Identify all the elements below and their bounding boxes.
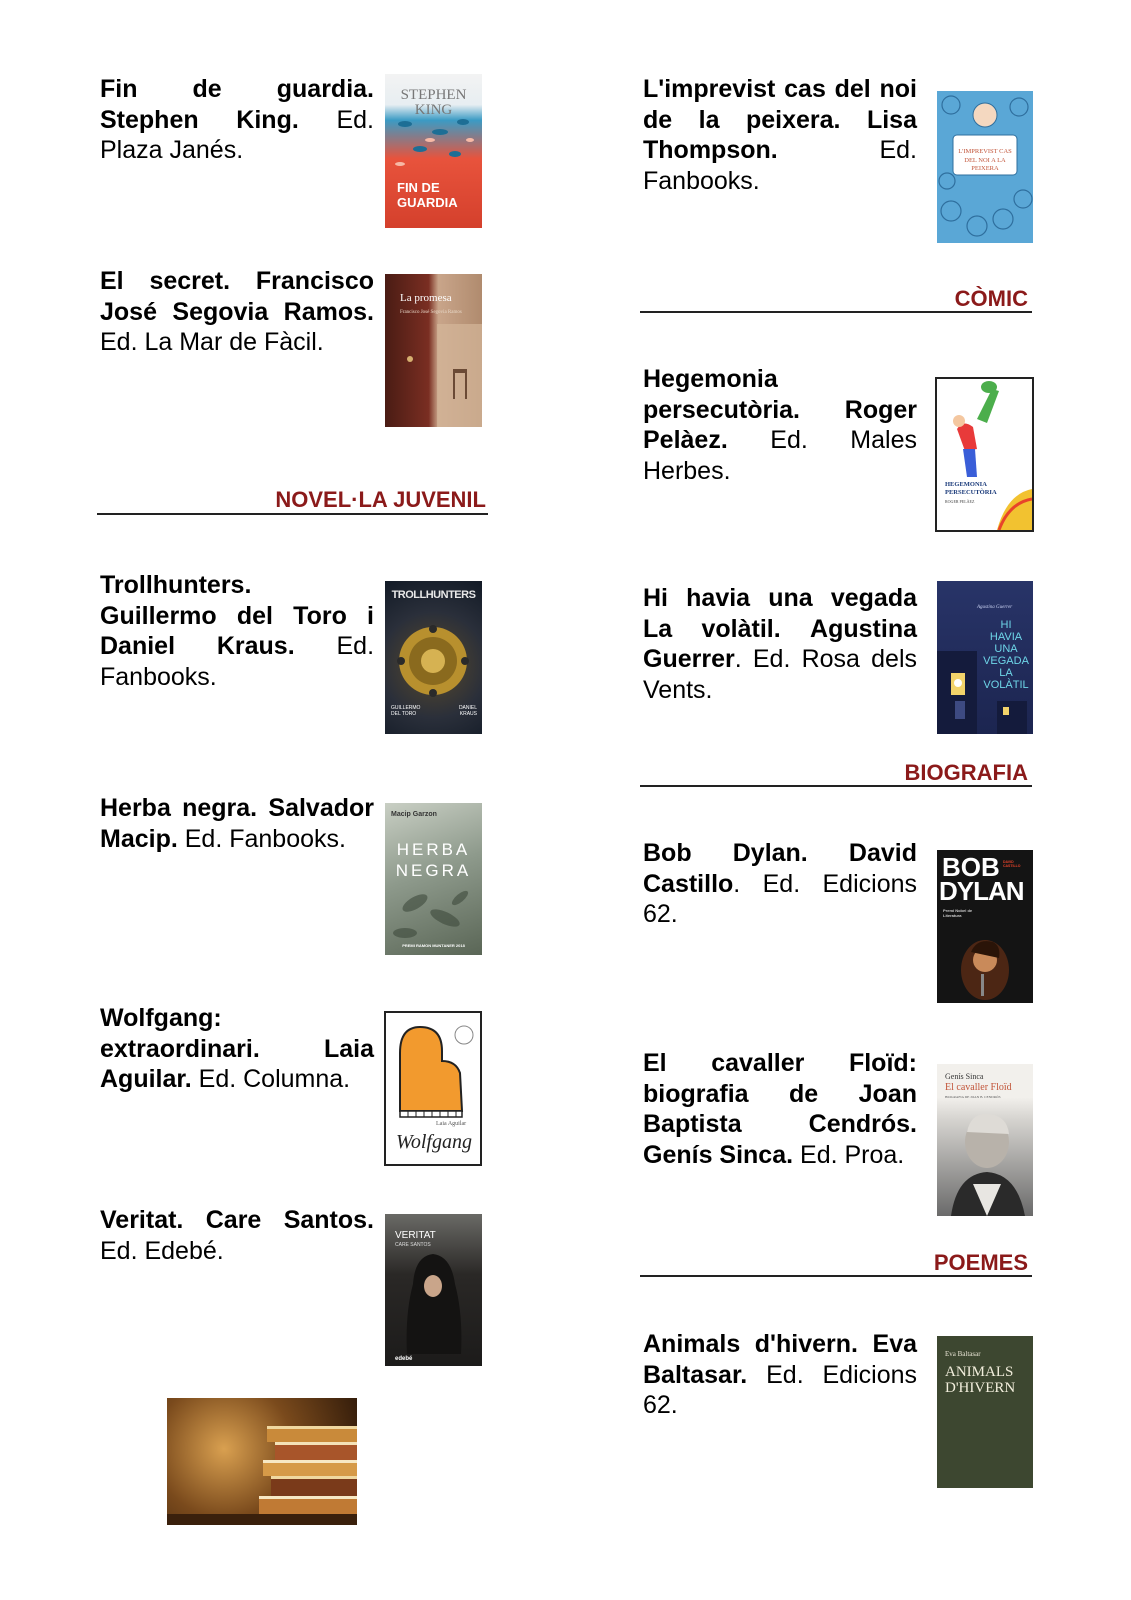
book-author: Care Santos. bbox=[205, 1206, 374, 1234]
cover-author: DANIEL KRAUS bbox=[458, 705, 477, 717]
book-author: Roger Pelàez. bbox=[643, 395, 917, 454]
section-heading: NOVEL·LA JUVENIL bbox=[275, 487, 486, 512]
book-cover bbox=[937, 91, 1033, 243]
book-author: Salvador Macip. bbox=[100, 794, 374, 853]
cover-author: Laia Aguilar bbox=[436, 1121, 467, 1127]
book-cover bbox=[385, 581, 482, 734]
book-cover bbox=[385, 74, 482, 228]
book-author: Eva Baltasar. bbox=[643, 1330, 918, 1389]
cover-title: VERITAT bbox=[395, 1230, 436, 1241]
book-title: Bob Dylan. bbox=[643, 839, 808, 867]
cover-author: CARE SANTOS bbox=[395, 1242, 431, 1248]
section-rule bbox=[97, 513, 488, 515]
book-publisher: . Ed. Edicions 62. bbox=[643, 869, 917, 928]
cover-publisher: edebé bbox=[395, 1356, 413, 1362]
book-author: David Castillo bbox=[643, 839, 917, 898]
book-cover bbox=[937, 1064, 1033, 1216]
book-cover bbox=[937, 581, 1033, 734]
book-title: Trollhunters. bbox=[100, 571, 252, 599]
cover-title: Wolfgang bbox=[396, 1131, 472, 1153]
book-title: Wolfgang: extraordinari. bbox=[100, 1004, 260, 1063]
book-entry bbox=[643, 838, 917, 930]
book-cover bbox=[384, 1011, 482, 1166]
book-author: Laia Aguilar. bbox=[100, 1034, 374, 1093]
book-cover bbox=[937, 1336, 1033, 1488]
book-author: Genís Sinca. bbox=[643, 1140, 794, 1169]
section-rule bbox=[640, 311, 1032, 313]
section-rule bbox=[640, 785, 1032, 787]
book-entry bbox=[643, 364, 917, 486]
cover-subtitle: BIOGRAFIA DE JOAN B. CENDRÓS bbox=[945, 1095, 1001, 1099]
cover-author: STEPHEN KING bbox=[400, 87, 467, 118]
book-entry bbox=[643, 1048, 917, 1170]
book-entry bbox=[643, 74, 917, 196]
cover-title: HEGEMONIA PERSECUTÒRIA bbox=[945, 481, 997, 496]
book-author: Francisco José Segovia Ramos. bbox=[100, 267, 374, 326]
book-entry bbox=[100, 570, 374, 692]
book-cover bbox=[937, 850, 1033, 1003]
book-title: Veritat. bbox=[100, 1206, 184, 1234]
cover-title: DYLAN bbox=[939, 876, 1024, 906]
book-author: Guillermo del Toro i Daniel Kraus. bbox=[100, 601, 374, 660]
cover-title: El cavaller Floïd bbox=[945, 1082, 1012, 1093]
book-title: Hegemonia persecutòria. bbox=[643, 365, 801, 424]
book-cover bbox=[385, 1214, 482, 1366]
book-entry bbox=[100, 1205, 374, 1266]
cover-footer: PREMI RAMON MUNTANER 2018 bbox=[402, 943, 465, 948]
book-entry bbox=[100, 74, 374, 166]
books-stack-photo bbox=[167, 1398, 357, 1525]
section-heading: POEMES bbox=[933, 1250, 1028, 1275]
cover-author: ROGER PELÀEZ bbox=[945, 499, 975, 504]
book-author: Agustina Guerrer bbox=[643, 614, 917, 673]
cover-author: GUILLERMO DEL TORO bbox=[391, 705, 421, 717]
book-publisher: Ed. Proa. bbox=[800, 1140, 905, 1169]
cover-title: FIN DE GUARDIA bbox=[397, 180, 458, 210]
cover-title: ANIMALS D'HIVERN bbox=[945, 1364, 1016, 1396]
book-title: El secret. bbox=[100, 267, 231, 295]
book-entry bbox=[643, 583, 917, 705]
book-title: L'imprevist cas del noi de la peixera. bbox=[643, 75, 917, 134]
book-publisher: . Ed. Rosa dels Vents. bbox=[643, 645, 917, 704]
book-publisher: Ed. Plaza Janés. bbox=[100, 105, 374, 164]
cover-title: L'IMPREVIST CAS DEL NOI A LA PEIXERA bbox=[958, 148, 1012, 172]
cover-title: TROLLHUNTERS bbox=[391, 589, 476, 601]
book-publisher: Ed. Males Herbes. bbox=[643, 426, 917, 485]
book-publisher: Ed. Edebé. bbox=[100, 1236, 224, 1265]
section-heading: CÒMIC bbox=[954, 286, 1028, 311]
cover-author: Eva Baltasar bbox=[945, 1350, 981, 1358]
cover-author: DAVID CASTILLO bbox=[1003, 860, 1021, 868]
book-publisher: Ed. La Mar de Fàcil. bbox=[100, 328, 324, 356]
section-rule bbox=[640, 1275, 1032, 1277]
book-entry bbox=[100, 266, 374, 358]
cover-title: La promesa bbox=[400, 292, 452, 304]
book-title: El cavaller Floïd: biografia de Joan Baptista Cendrós. bbox=[643, 1049, 917, 1138]
book-title: Animals d'hivern. bbox=[643, 1330, 858, 1358]
book-title: Hi havia una vegada La volàtil. bbox=[643, 584, 917, 643]
book-publisher: Ed. Fanbooks. bbox=[184, 824, 346, 853]
book-title: Herba negra. bbox=[100, 794, 258, 822]
cover-author: Francisco José Segovia Ramos bbox=[400, 310, 462, 315]
book-publisher: Ed. Columna. bbox=[198, 1065, 351, 1093]
cover-author: Genís Sinca bbox=[945, 1072, 984, 1081]
cover-subtitle: Premi Nobel de Literatura bbox=[943, 908, 973, 918]
cover-author: Macip Garzon bbox=[391, 811, 437, 818]
book-cover bbox=[935, 377, 1034, 532]
book-cover bbox=[385, 274, 482, 427]
book-publisher: Ed. Edicions 62. bbox=[643, 1360, 918, 1419]
cover-title: HERBA NEGRA bbox=[395, 840, 472, 880]
section-heading: BIOGRAFIA bbox=[904, 760, 1028, 785]
book-cover bbox=[385, 803, 482, 955]
book-author: Stephen King. bbox=[100, 105, 299, 134]
cover-title: HI HAVIA UNA VEGADA LA VOLÀTIL bbox=[983, 619, 1029, 691]
book-entry bbox=[643, 1329, 917, 1421]
cover-author: Agustina Guerrer bbox=[977, 605, 1013, 610]
cover-title: BOB bbox=[942, 852, 1000, 882]
book-author: Lisa Thompson. bbox=[643, 105, 917, 164]
book-entry bbox=[100, 1003, 374, 1095]
book-publisher: Ed. Fanbooks. bbox=[643, 136, 917, 195]
book-entry bbox=[100, 793, 374, 854]
book-title: Fin de guardia. bbox=[100, 75, 374, 103]
book-publisher: Ed. Fanbooks. bbox=[100, 632, 375, 691]
